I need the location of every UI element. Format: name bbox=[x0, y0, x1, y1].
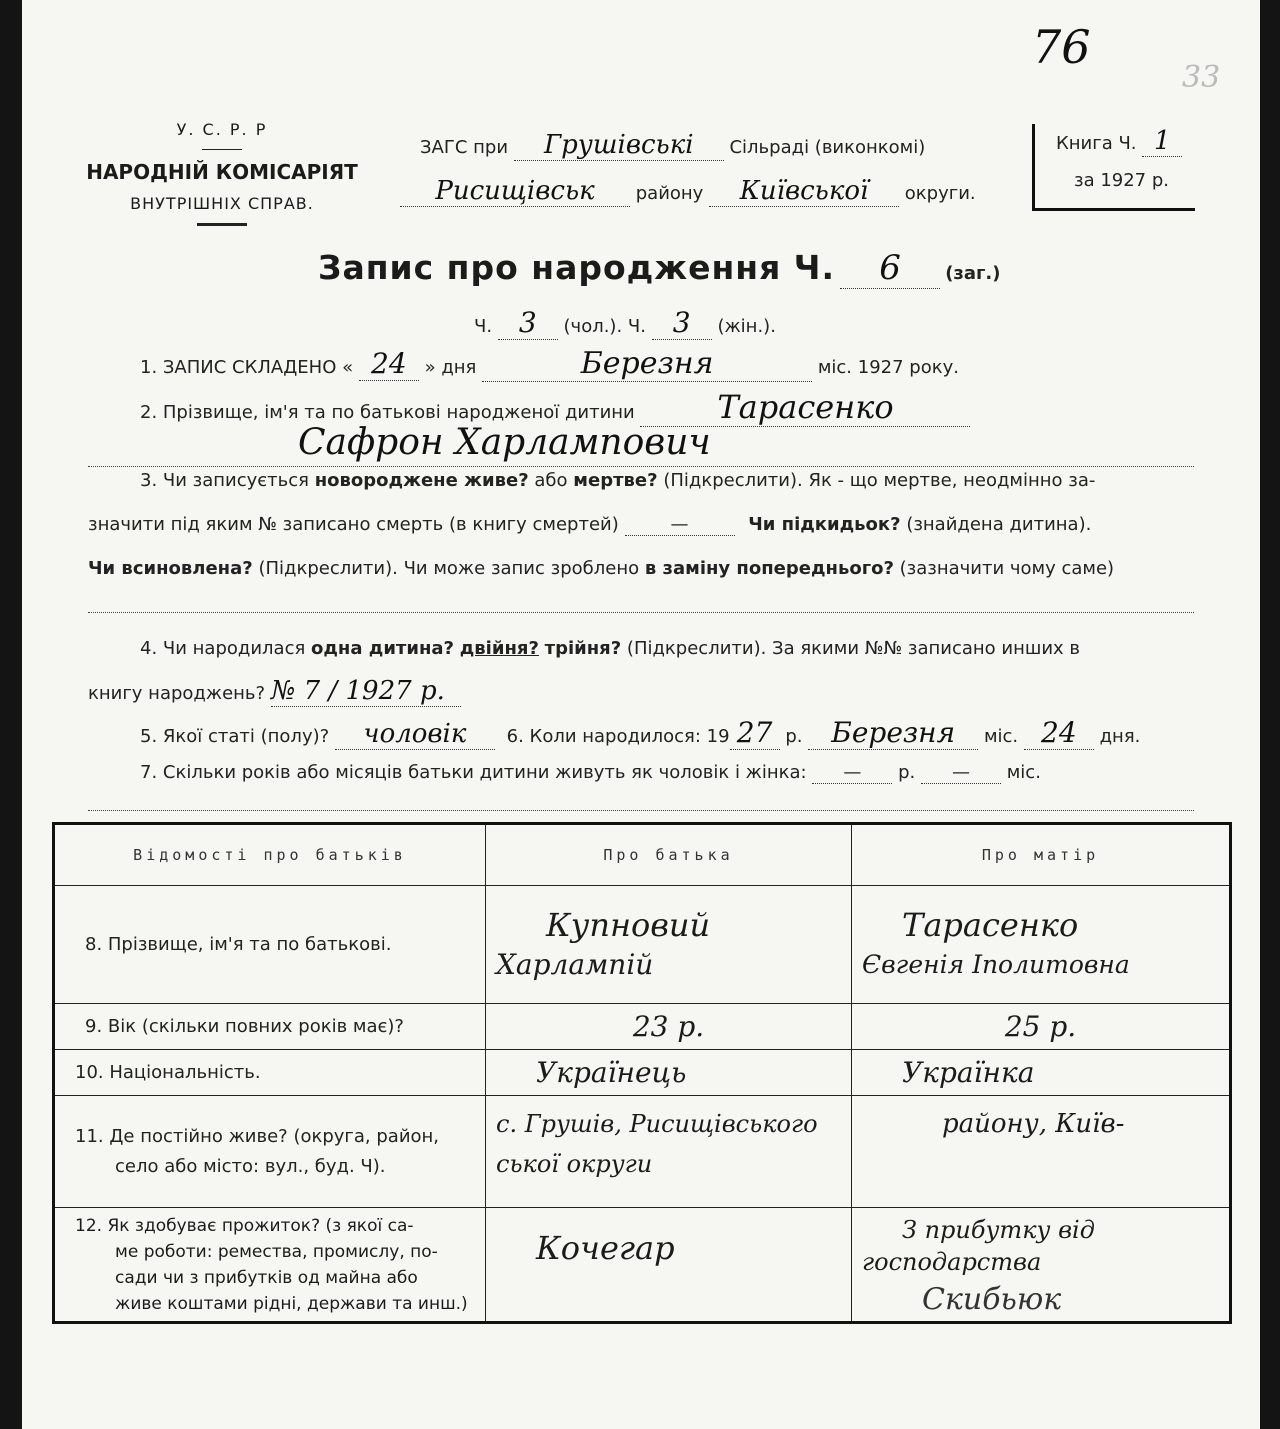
q3-reason-note: (зазначити чому саме) bbox=[899, 558, 1115, 579]
male-count-value: 3 bbox=[498, 306, 558, 340]
count-prefix: Ч. bbox=[474, 316, 493, 337]
row-10-label: 10. Національність. bbox=[54, 1050, 486, 1096]
q2-line-2 bbox=[88, 422, 1194, 467]
book-line bbox=[1056, 126, 1182, 157]
q3-dead-option: мертве? bbox=[573, 470, 658, 491]
q1-prefix: 1. ЗАПИС СКЛАДЕНО « bbox=[140, 357, 354, 378]
q3-text-a: 3. Чи записується bbox=[140, 470, 309, 491]
commissariat-title: НАРОДНІЙ КОМІСАРІЯТ bbox=[86, 160, 358, 184]
father-age-value: 23 р. bbox=[486, 1004, 852, 1050]
q3-death-record-value: — bbox=[625, 514, 735, 536]
internal-affairs-label: ВНУТРІШНІХ СПРАВ. bbox=[130, 194, 314, 213]
q6-day-value: 24 bbox=[1024, 716, 1094, 750]
record-title-line bbox=[318, 248, 1001, 289]
q6-date-label: 6. Коли народилося: 19 bbox=[506, 726, 730, 747]
q3-adopted-option: Чи всиновлена? bbox=[88, 558, 253, 579]
table-row bbox=[54, 1208, 1231, 1323]
q6-month-suffix: міс. bbox=[983, 726, 1019, 747]
q3-line-1 bbox=[140, 470, 1095, 491]
child-surname-value: Тарасенко bbox=[640, 388, 970, 427]
table-row bbox=[54, 1004, 1231, 1050]
mother-age-value: 25 р. bbox=[852, 1004, 1231, 1050]
signature: Скибьюк bbox=[922, 1282, 1062, 1317]
q4-triplets-option: трійня? bbox=[544, 638, 622, 659]
okruha-value: Київської bbox=[709, 176, 899, 207]
q3-text-e: (Підкреслити). Як - що мертве, неодмінно за- bbox=[663, 470, 1096, 491]
father-nationality-value: Українець bbox=[486, 1050, 852, 1096]
record-title: Запис про народження Ч. bbox=[318, 248, 835, 287]
header-mother: Про матір bbox=[852, 824, 1231, 886]
table-row bbox=[54, 1050, 1231, 1096]
q3-replacement-option: в заміну попереднього? bbox=[644, 558, 894, 579]
father-given-name-value: Харлампій bbox=[496, 947, 654, 981]
district-value: Рисищівськ bbox=[400, 176, 630, 207]
district-label: району bbox=[635, 183, 704, 204]
q4-text-e: (Підкреслити). За якими №№ записано инших в bbox=[626, 638, 1081, 659]
q7-months-suffix: міс. bbox=[1006, 762, 1041, 783]
female-count-value: 3 bbox=[652, 306, 712, 340]
row-9-label: 9. Вік (скільки повних років має)? bbox=[54, 1004, 486, 1050]
q3-or: або bbox=[534, 470, 568, 491]
father-residence-cell bbox=[486, 1096, 852, 1208]
ussr-label: У. С. Р. Р bbox=[176, 120, 268, 139]
book-number-value: 1 bbox=[1142, 126, 1182, 157]
row-11-label-line-1: 11. Де постійно живе? (округа, район, bbox=[75, 1125, 440, 1147]
mother-name-cell bbox=[852, 886, 1231, 1004]
q4-twins-option: двійня? bbox=[459, 638, 539, 659]
row-12-label-line-3: сади чи з прибутків од майна або bbox=[115, 1267, 418, 1288]
father-residence-line-2: ської округи bbox=[496, 1150, 653, 1178]
q1-line bbox=[140, 346, 959, 382]
q4-text-a: 4. Чи народилася bbox=[140, 638, 306, 659]
document-sheet bbox=[22, 0, 1260, 1429]
header-info: Відомості про батьків bbox=[54, 824, 486, 886]
q3-death-record-text: значити під яким № записано смерть (в книгу смертей) bbox=[88, 514, 619, 535]
q6-day-suffix: дня. bbox=[1099, 726, 1141, 747]
mother-residence-value: району, Київ- bbox=[942, 1109, 1125, 1139]
row-11-label bbox=[54, 1096, 486, 1208]
row-12-label bbox=[54, 1208, 486, 1323]
row-12-label-line-4: живе коштами рідні, держави та инш.) bbox=[115, 1293, 468, 1314]
q1-suffix: міс. 1927 року. bbox=[817, 357, 959, 378]
parents-table bbox=[52, 822, 1232, 1324]
q1-mid: » дня bbox=[424, 357, 477, 378]
okruha-label: округи. bbox=[904, 183, 976, 204]
mother-occupation-cell bbox=[852, 1208, 1231, 1323]
q3-alive-option: новороджене живе? bbox=[314, 470, 529, 491]
q3-line-2 bbox=[88, 514, 1091, 536]
q3-line-3 bbox=[88, 558, 1114, 579]
faint-page-number: 33 bbox=[1182, 60, 1221, 95]
record-number-value: 6 bbox=[840, 248, 940, 289]
q4-line-2 bbox=[88, 676, 461, 707]
q7-label: 7. Скільки років або місяців батьки дитини живуть як чоловік і жінка: bbox=[140, 762, 807, 783]
father-occupation-value: Кочегар bbox=[486, 1208, 852, 1323]
table-header-row bbox=[54, 824, 1231, 886]
row-12-label-line-1: 12. Як здобуває прожиток? (з якої са- bbox=[75, 1215, 414, 1236]
table-row bbox=[54, 1096, 1231, 1208]
zags-line-2 bbox=[400, 176, 976, 207]
q3-foundling-option: Чи підкидьок? bbox=[748, 514, 901, 535]
q6-month-value: Березня bbox=[808, 716, 978, 750]
child-name-value: Сафрон Харлампович bbox=[298, 422, 711, 463]
book-label: Книга Ч. bbox=[1056, 133, 1137, 154]
row-12-label-line-2: ме роботи: ремества, промислу, по- bbox=[115, 1241, 438, 1262]
record-general-label: (заг.) bbox=[945, 263, 1001, 284]
zags-suffix: Сільраді (виконкомі) bbox=[729, 137, 926, 158]
q7-years-value: — bbox=[812, 762, 892, 784]
header-father: Про батька bbox=[486, 824, 852, 886]
q7-line bbox=[140, 762, 1041, 784]
row-8-label: 8. Прізвище, ім'я та по батькові. bbox=[54, 886, 486, 1004]
q3-text-b: (Підкреслити). Чи може запис зроблено bbox=[258, 558, 640, 579]
father-surname-value: Купновий bbox=[546, 905, 711, 944]
mother-surname-value: Тарасенко bbox=[902, 905, 1079, 944]
book-year: за 1927 р. bbox=[1074, 170, 1170, 191]
page-number: 76 bbox=[1032, 20, 1091, 74]
q4-single-option: одна дитина? bbox=[311, 638, 455, 659]
father-residence-line-1: с. Грушів, Рисищівського bbox=[496, 1110, 818, 1138]
mother-occupation-line-2: господарства bbox=[862, 1248, 1042, 1276]
q3-blank-line bbox=[88, 612, 1194, 613]
q2-label: 2. Прізвище, ім'я та по батькові народженої дитини bbox=[140, 402, 635, 423]
q6-year-value: 27 bbox=[730, 716, 780, 750]
zags-line-1 bbox=[420, 130, 925, 161]
q7-blank-line bbox=[88, 810, 1194, 811]
q5-line bbox=[140, 716, 1140, 750]
q4-other-records-value: № 7 / 1927 р. bbox=[271, 676, 461, 707]
council-name-value: Грушівські bbox=[514, 130, 724, 161]
table-row bbox=[54, 886, 1231, 1004]
male-count-label: (чол.). Ч. bbox=[563, 316, 646, 337]
row-11-label-line-2: село або місто: вул., буд. Ч). bbox=[115, 1155, 386, 1177]
q1-day-value: 24 bbox=[359, 347, 419, 381]
q4-other-records-label: книгу народжень? bbox=[88, 683, 266, 704]
q7-years-suffix: р. bbox=[898, 762, 916, 783]
q5-sex-label: 5. Якої статі (полу)? bbox=[140, 726, 330, 747]
q3-foundling-note: (знайдена дитина). bbox=[906, 514, 1092, 535]
record-counts-line bbox=[474, 306, 776, 340]
father-name-cell bbox=[486, 886, 852, 1004]
zags-prefix: ЗАГС при bbox=[420, 137, 509, 158]
mother-occupation-line-1: З прибутку від bbox=[902, 1216, 1095, 1244]
q7-months-value: — bbox=[921, 762, 1001, 784]
mother-given-name-value: Євгенія Іполитовна bbox=[862, 949, 1130, 979]
q1-month-value: Березня bbox=[482, 346, 812, 382]
header-left bbox=[82, 120, 362, 226]
q4-line-1 bbox=[140, 638, 1080, 659]
mother-residence-cell bbox=[852, 1096, 1231, 1208]
female-count-label: (жін.). bbox=[717, 316, 776, 337]
mother-nationality-value: Українка bbox=[852, 1050, 1231, 1096]
q6-year-suffix: р. bbox=[785, 726, 803, 747]
q5-sex-value: чоловік bbox=[335, 719, 495, 750]
